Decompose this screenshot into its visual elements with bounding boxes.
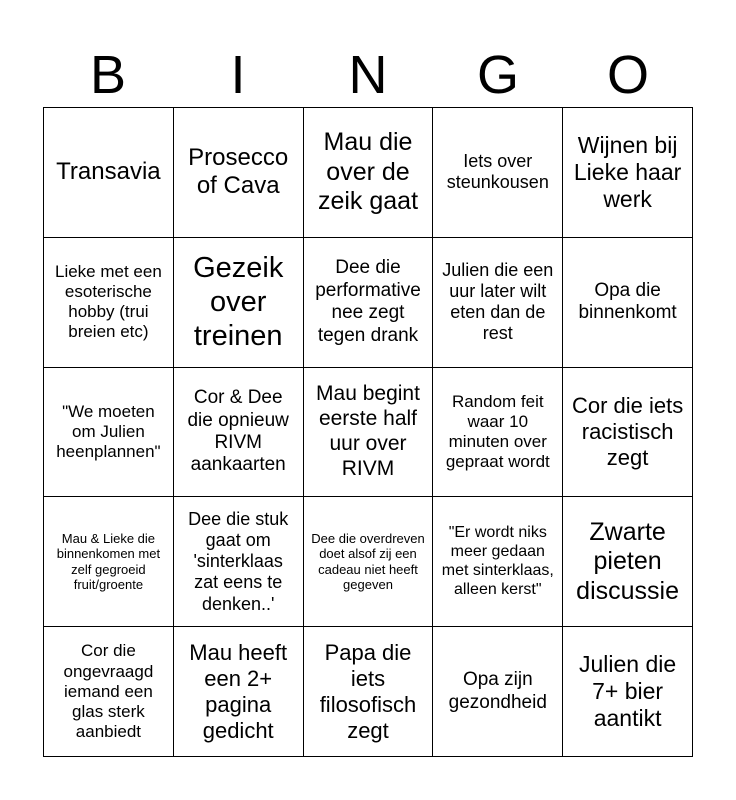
cell-text: Julien die een uur later wilt eten dan de rest bbox=[442, 259, 554, 344]
cell-text: Cor die ongevraagd iemand een glas sterk aanbiedt bbox=[63, 641, 154, 741]
bingo-cell-4-3[interactable] bbox=[304, 497, 434, 627]
cell-text: Dee die performative nee zegt tegen drank bbox=[315, 257, 421, 346]
bingo-cell-2-3[interactable] bbox=[304, 238, 434, 368]
cell-text: Lieke met een esoterische hobby (trui breien etc) bbox=[55, 262, 162, 342]
bingo-cell-1-3[interactable] bbox=[304, 108, 434, 238]
header-letter-o: O bbox=[606, 45, 649, 105]
bingo-cell-5-2[interactable] bbox=[174, 627, 304, 757]
header-letter-i: I bbox=[230, 45, 246, 105]
bingo-cell-3-1[interactable] bbox=[44, 368, 174, 498]
cell-text: Gezeik over treinen bbox=[193, 251, 284, 353]
cell-text: Mau heeft een 2+ pagina gedicht bbox=[189, 639, 288, 743]
bingo-cell-3-3[interactable] bbox=[304, 368, 434, 498]
bingo-cell-3-4[interactable] bbox=[433, 368, 563, 498]
bingo-cell-5-1[interactable] bbox=[44, 627, 174, 757]
bingo-cell-2-5[interactable] bbox=[563, 238, 693, 368]
bingo-cell-4-5[interactable] bbox=[563, 497, 693, 627]
cell-text: "Er wordt niks meer gedaan met sinterklaas, alleen kerst" bbox=[441, 524, 554, 598]
header-letter-g: G bbox=[476, 45, 519, 105]
cell-text: Mau & Lieke die binnenkomen met zelf gegroeid fruit/groente bbox=[56, 531, 161, 593]
cell-text: Papa die iets filosofisch zegt bbox=[319, 639, 417, 743]
bingo-cell-4-2[interactable] bbox=[174, 497, 304, 627]
cell-text: Zwarte pieten discussie bbox=[576, 517, 679, 605]
header-letter-n: N bbox=[348, 45, 388, 105]
cell-text: Dee die stuk gaat om 'sinterklaas zat eens te denken..' bbox=[188, 508, 289, 614]
bingo-cell-1-1[interactable] bbox=[44, 108, 174, 238]
bingo-cell-1-5[interactable] bbox=[563, 108, 693, 238]
bingo-cell-2-2[interactable] bbox=[174, 238, 304, 368]
cell-text: "We moeten om Julien heenplannen" bbox=[56, 401, 161, 462]
cell-text: Opa die binnenkomt bbox=[578, 279, 677, 324]
bingo-cell-4-4[interactable] bbox=[433, 497, 563, 627]
bingo-cell-3-2[interactable] bbox=[174, 368, 304, 498]
bingo-cell-5-5[interactable] bbox=[563, 627, 693, 757]
header-letter-b: B bbox=[89, 45, 127, 105]
bingo-cell-4-1[interactable] bbox=[44, 497, 174, 627]
bingo-grid bbox=[43, 107, 693, 757]
cell-text: Transavia bbox=[56, 158, 161, 186]
cell-text: Dee die overdreven doet alsof zij een cadeau niet heeft gegeven bbox=[311, 531, 425, 593]
cell-text: Wijnen bij Lieke haar werk bbox=[573, 131, 682, 212]
cell-text: Cor & Dee die opnieuw RIVM aankaarten bbox=[187, 387, 289, 476]
bingo-cell-5-3[interactable] bbox=[304, 627, 434, 757]
cell-text: Cor die iets racistisch zegt bbox=[571, 393, 684, 470]
cell-text: Mau die over de zeik gaat bbox=[317, 128, 419, 216]
cell-text: Julien die 7+ bier aantikt bbox=[579, 650, 677, 732]
bingo-cell-2-4[interactable] bbox=[433, 238, 563, 368]
bingo-cell-1-2[interactable] bbox=[174, 108, 304, 238]
bingo-cell-3-5[interactable] bbox=[563, 368, 693, 498]
bingo-header bbox=[43, 44, 693, 106]
bingo-cell-2-1[interactable] bbox=[44, 238, 174, 368]
cell-text: Opa zijn gezondheid bbox=[448, 669, 547, 713]
cell-text: Prosecco of Cava bbox=[188, 144, 289, 200]
bingo-cell-1-4[interactable] bbox=[433, 108, 563, 238]
cell-text: Iets over steunkousen bbox=[446, 151, 549, 193]
cell-text: Random feit waar 10 minuten over gepraat wordt bbox=[445, 391, 550, 472]
cell-text: Mau begint eerste half uur over RIVM bbox=[316, 382, 420, 480]
bingo-cell-5-4[interactable] bbox=[433, 627, 563, 757]
